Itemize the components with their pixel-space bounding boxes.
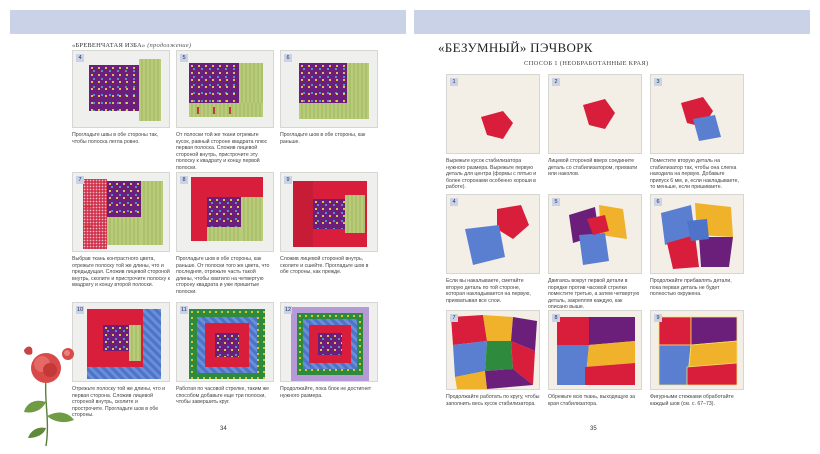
step-photo: [548, 74, 642, 154]
step-caption: Фигурными стежками обработайте каждый шов (см. с. 67–73).: [650, 394, 734, 407]
step-number: 1: [450, 78, 458, 86]
step-caption: Двигаясь вокруг первой детали в порядке против часовой стрелки поместите третью, а затем четвертую деталь, закрепляя каждую, как описано выше.: [548, 278, 640, 311]
step-caption: Прогладьте шов в обе стороны, как раньше. От полоски того же цвета, что последняя, отрежьте часть такой длины, чтобы хватило на четвертую сторону квадрата и уже пришитые полоски.: [176, 256, 270, 295]
step-photo: [176, 172, 274, 252]
step-number: 8: [180, 176, 188, 184]
step-number: 2: [552, 78, 560, 86]
step-caption: Лицевой стороной вверх соедините деталь со стабилизатором, прихвати или наколов.: [548, 158, 638, 178]
step-caption: Отрежьте полоску той же длины, что и первая сторона. Сложив лицевой стороной внутрь, сколите и прострочите. Прогладьте шов в обе стороны.: [72, 386, 166, 419]
step-photo: [548, 310, 642, 390]
step-number: 7: [450, 314, 458, 322]
step-photo: [72, 50, 170, 128]
step-number: 7: [76, 176, 84, 184]
step-number: 8: [552, 314, 560, 322]
rose-illustration: [16, 340, 82, 448]
right-page: [414, 0, 810, 454]
step-number: 9: [284, 176, 292, 184]
step-number: 4: [76, 54, 84, 62]
step-number: 4: [450, 198, 458, 206]
step-caption: Если вы накалываете, сметайте вторую деталь по той стороне, которая накладывается на первую, прихватывая все слои.: [446, 278, 531, 304]
page-title: «БЕЗУМНЫЙ» ПЭЧВОРК: [438, 40, 593, 55]
page-subtitle: СПОСОБ 1 (НЕОБРАБОТАННЫЕ КРАЯ): [524, 60, 649, 67]
page-number: 34: [220, 426, 227, 432]
step-photo: [72, 172, 170, 252]
step-number: 6: [284, 54, 292, 62]
step-caption: Сложив лицевой стороной внутрь, сколите и сшейте. Прогладьте шов в обе стороны, как прежде.: [280, 256, 369, 276]
step-caption: Прогладьте шов в обе стороны, как раньше.: [280, 132, 366, 145]
step-photo: [650, 310, 744, 390]
page-number: 35: [590, 426, 597, 432]
step-photo: [72, 302, 170, 382]
step-number: 11: [181, 307, 187, 313]
step-caption: Вырежьте кусок стабилизатора нужного размера. Вырежьте первую деталь для центра (формы с пятью и более сторонами особенно хороши в работе).: [446, 158, 537, 191]
step-caption: Обрежьте всю ткань, выходящую за края стабилизатора.: [548, 394, 635, 407]
running-head-title: «БРЕВЕНЧАТАЯ ИЗБА»: [72, 42, 146, 49]
step-number: 5: [180, 54, 188, 62]
step-number: 9: [654, 314, 662, 322]
step-number: 3: [654, 78, 662, 86]
step-photo: [176, 302, 274, 382]
step-photo: [650, 194, 744, 274]
step-caption: Прогладьте швы в обе стороны так, чтобы полоска легла ровно.: [72, 132, 159, 145]
step-photo: [446, 310, 540, 390]
running-head: [72, 42, 191, 49]
step-photo: [446, 74, 540, 154]
step-caption: Продолжайте прибавлять детали, пока первая деталь не будет полностью окружена.: [650, 278, 732, 298]
step-number: 12: [284, 307, 292, 313]
step-photo: [548, 194, 642, 274]
step-caption: Поместите вторую деталь на стабилизатор так, чтобы она слегка находила на первую. Добавьте припуск 6 мм, и, если накладываете, то меньше, если пришиваете.: [650, 158, 739, 191]
step-photo: [280, 50, 378, 128]
step-photo: [446, 194, 540, 274]
step-caption: Выбрав ткань контрастного цвета, отрежьте полоску той же длины, что и предыдущая. Сложив лицевой стороной внутрь, сколите и пристрочите полоску к квадрату и концу второй полоски.: [72, 256, 170, 289]
step-photo: [650, 74, 744, 154]
step-number: 10: [76, 307, 84, 313]
step-photo: [280, 302, 378, 382]
left-page: [10, 0, 406, 454]
step-number: 5: [552, 198, 560, 206]
step-number: 6: [654, 198, 662, 206]
step-caption: Продолжайте, пока блок не достигнет нужного размера.: [280, 386, 372, 399]
step-caption: От полоски той же ткани отрежьте кусок, равный стороне квадрата плюс первая полоска. Сложив лицевой стороной внутрь, пристрочите эту полоску к квадрату и концу первой полоски.: [176, 132, 268, 171]
step-caption: Работая по часовой стрелке, таким же способом добавьте еще три полоски, чтобы завершить круг.: [176, 386, 269, 406]
running-head-note: (продолжение): [147, 42, 192, 49]
step-caption: Продолжайте работать по кругу, чтобы заполнить весь кусок стабилизатора.: [446, 394, 540, 407]
step-photo: [176, 50, 274, 128]
step-photo: [280, 172, 378, 252]
